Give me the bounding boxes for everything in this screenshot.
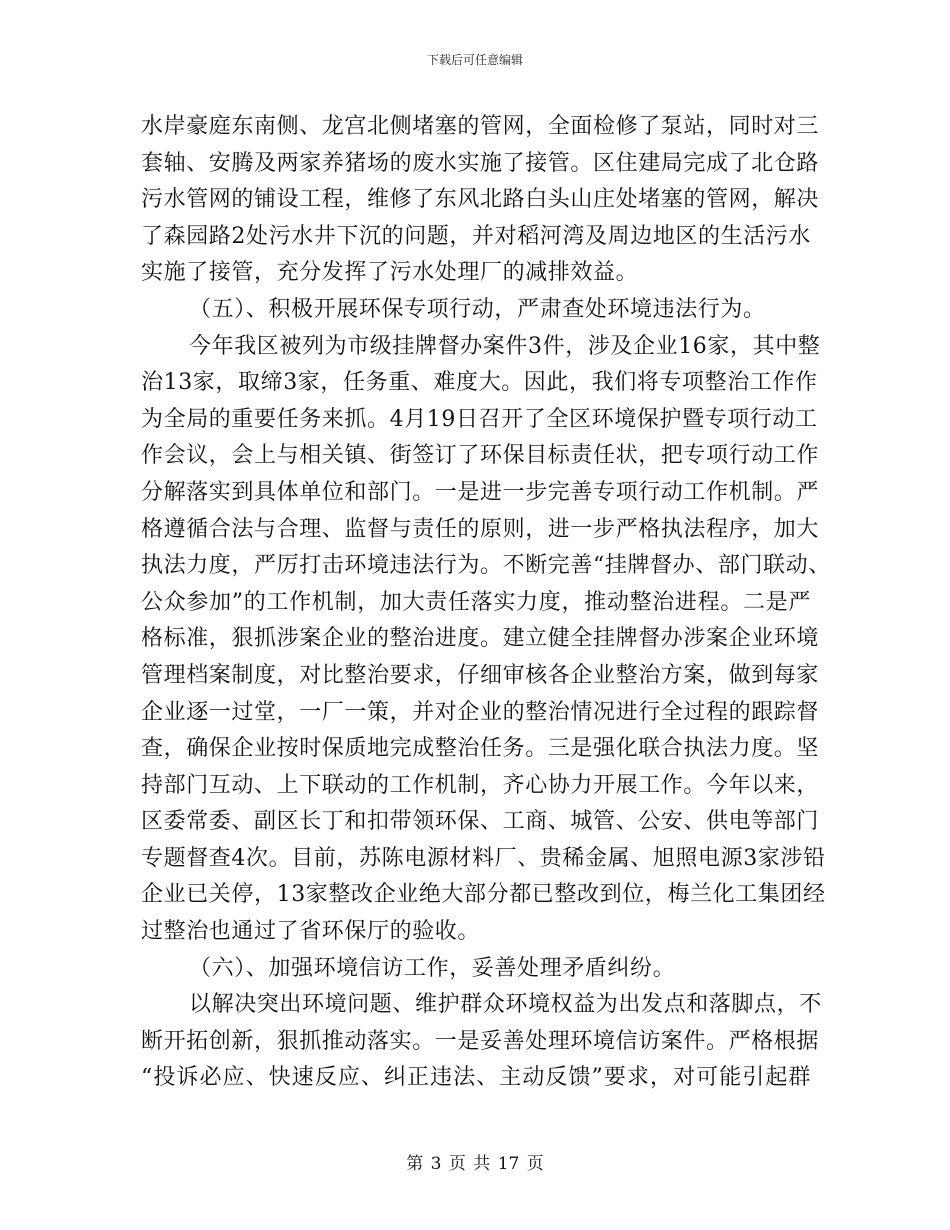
text-line: 为全局的重要任务来抓。4月19日召开了全区环境保护暨专项行动工 bbox=[141, 406, 818, 432]
text-line: （六）、加强环境信访工作，妥善处理矛盾纠纷。 bbox=[189, 955, 676, 981]
text-line: 今年我区被列为市级挂牌督办案件3件，涉及企业16家，其中整 bbox=[189, 333, 821, 359]
text-line: 水岸豪庭东南侧、龙宫北侧堵塞的管网，全面检修了泵站，同时对三 bbox=[141, 114, 820, 139]
text-line: 查，确保企业按时保质地完成整治任务。三是强化联合执法力度。坚 bbox=[141, 736, 820, 762]
text-line: 企业已关停，13家整改企业绝大部分都已整改到位，梅兰化工集团经 bbox=[141, 882, 826, 908]
text-line: 公众参加”的工作机制，加大责任落实力度，推动整治进程。二是严 bbox=[141, 589, 811, 615]
text-line: 作会议，会上与相关镇、街签订了环保目标责任状，把专项行动工作 bbox=[141, 443, 820, 469]
text-line: （五）、积极开展环保专项行动，严肃查处环境违法行为。 bbox=[189, 296, 766, 322]
page-header: 下载后可任意编辑 bbox=[426, 53, 523, 67]
document-body bbox=[141, 109, 831, 1097]
text-line: 了森园路2处污水井下沉的问题，并对稻河湾及周边地区的生活污水 bbox=[141, 223, 811, 249]
text-line: 区委常委、副区长丁和扣带领环保、工商、城管、公安、供电等部门 bbox=[141, 809, 820, 835]
text-line: 分解落实到具体单位和部门。一是进一步完善专项行动工作机制。严 bbox=[141, 479, 820, 505]
text-line: 套轴、安腾及两家养猪场的废水实施了接管。区住建局完成了北仓路 bbox=[141, 150, 820, 176]
text-line: 断开拓创新，狠抓推动落实。一是妥善处理环境信访案件。严格根据 bbox=[141, 1028, 820, 1054]
text-line: 持部门互动、上下联动的工作机制，齐心协力开展工作。今年以来， bbox=[141, 772, 820, 798]
text-line: “投诉必应、快速反应、纠正违法、主动反馈”要求，对可能引起群 bbox=[141, 1065, 811, 1091]
text-line: 格标准，狠抓涉案企业的整治进度。建立健全挂牌督办涉案企业环境 bbox=[141, 626, 820, 652]
text-line: 企业逐一过堂，一厂一策，并对企业的整治情况进行全过程的跟踪督 bbox=[141, 699, 820, 725]
text-line: 执法力度，严厉打击环境违法行为。不断完善“挂牌督办、部门联动、 bbox=[141, 553, 831, 579]
text-line: 以解决突出环境问题、维护群众环境权益为出发点和落脚点，不 bbox=[189, 992, 822, 1018]
text-line: 格遵循合法与合理、监督与责任的原则，进一步严格执法程序，加大 bbox=[141, 516, 820, 542]
text-line: 污水管网的铺设工程，维修了东风北路白头山庄处堵塞的管网，解决 bbox=[141, 187, 820, 213]
page-footer: 第 3 页 共 17 页 bbox=[406, 1154, 544, 1174]
text-line: 过整治也通过了省环保厅的验收。 bbox=[141, 919, 481, 945]
text-line: 治13家，取缔3家，任务重、难度大。因此，我们将专项整治工作作 bbox=[141, 370, 818, 396]
text-line: 专题督查4次。目前，苏陈电源材料厂、贵稀金属、旭照电源3家涉铅 bbox=[141, 845, 826, 871]
text-line: 管理档案制度，对比整治要求，仔细审核各企业整治方案，做到每家 bbox=[141, 662, 820, 688]
text-line: 实施了接管，充分发挥了污水处理厂的减排效益。 bbox=[141, 260, 639, 286]
